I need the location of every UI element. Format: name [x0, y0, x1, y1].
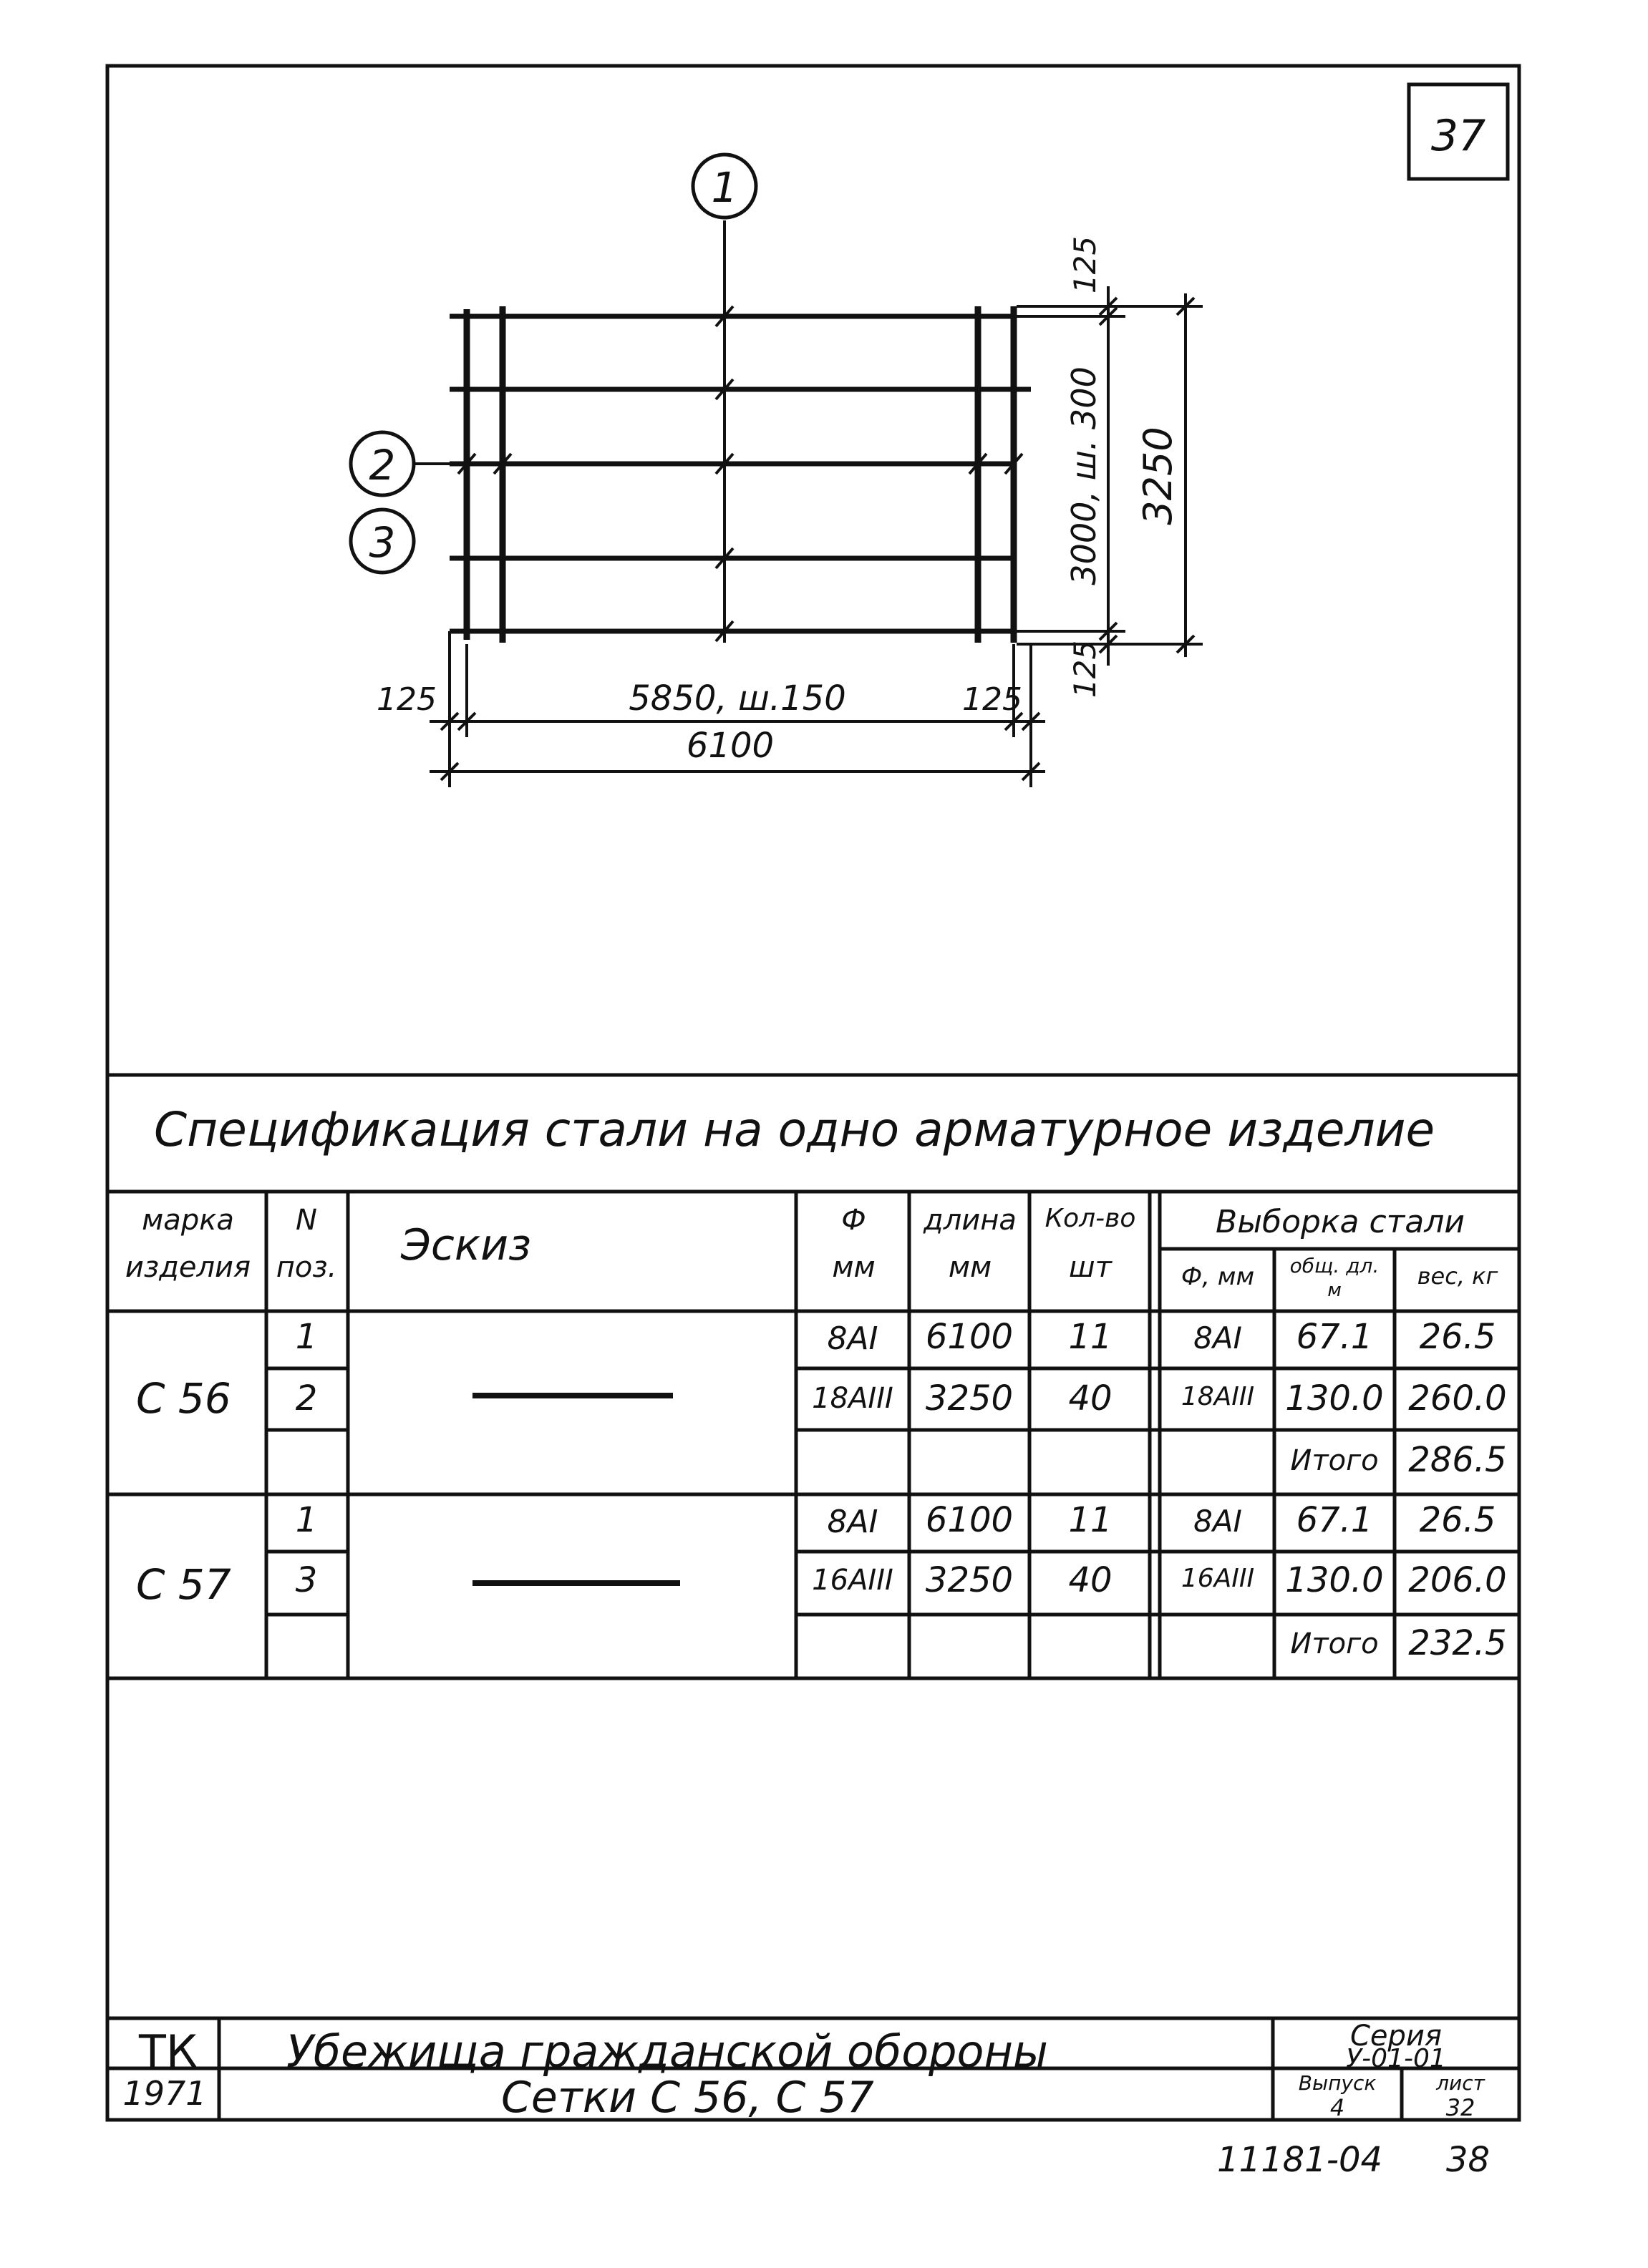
row-qty: 11 — [1068, 1317, 1113, 1357]
row-pos: 3 — [295, 1560, 318, 1600]
header-qty-line1: Кол-во — [1044, 1204, 1136, 1233]
header-length-line2: мм — [948, 1251, 992, 1284]
row-sel-len: 130.0 — [1285, 1560, 1384, 1600]
row-sel-len: 130.0 — [1285, 1378, 1384, 1418]
sheet-value: 32 — [1445, 2094, 1475, 2121]
row-dia: 18AIII — [812, 1382, 893, 1415]
mesh-sketch — [351, 155, 1031, 643]
row-length: 6100 — [925, 1317, 1014, 1357]
title-sheet-title: Сетки С 56, С 57 — [501, 2073, 874, 2123]
callout-2: 2 — [369, 441, 396, 490]
row-length: 6100 — [925, 1500, 1014, 1540]
title-org: ТК — [139, 2025, 198, 2078]
row-qty: 11 — [1068, 1500, 1113, 1540]
row-dia: 16AIII — [812, 1564, 893, 1597]
total-label: Итого — [1290, 1444, 1379, 1477]
sheet-label: лист — [1436, 2071, 1485, 2095]
header-length-line1: длина — [924, 1204, 1017, 1237]
callout-1: 1 — [711, 163, 738, 212]
row-qty: 40 — [1068, 1378, 1113, 1418]
row-sel-weight: 26.5 — [1419, 1317, 1496, 1357]
footer-page: 38 — [1446, 2140, 1491, 2180]
mark-c57: С 57 — [136, 1560, 231, 1609]
dim-bottom-overhang: 125 — [1067, 640, 1102, 699]
total-value: 232.5 — [1408, 1623, 1507, 1663]
spec-title: Спецификация стали на одно арматурное изделие — [154, 1102, 1435, 1157]
row-sel-weight: 260.0 — [1408, 1378, 1507, 1418]
row-qty: 40 — [1068, 1560, 1113, 1600]
series-label: Серия — [1350, 2020, 1442, 2053]
total-value: 286.5 — [1408, 1440, 1507, 1480]
header-pos-line1: N — [296, 1204, 317, 1237]
page-corner-number: 37 — [1430, 111, 1486, 161]
header-dia-line2: мм — [832, 1251, 876, 1284]
row-length: 3250 — [925, 1378, 1014, 1418]
row-dia: 8AI — [827, 1504, 878, 1540]
dim-top-overhang: 125 — [1067, 235, 1102, 294]
row-sel-len: 67.1 — [1296, 1500, 1373, 1540]
dim-inner-height: 3000, ш. 300 — [1065, 366, 1103, 585]
header-qty-line2: шт — [1069, 1251, 1112, 1284]
row-dia: 8AI — [827, 1320, 878, 1357]
header-sel-len-line2: м — [1327, 1280, 1342, 1301]
row-sel-len: 67.1 — [1296, 1317, 1373, 1357]
header-sel-len-line1: общ. дл. — [1289, 1254, 1380, 1277]
row-sel-dia: 16AIII — [1181, 1564, 1255, 1593]
row-pos: 2 — [295, 1378, 318, 1418]
header-sketch: Эскиз — [401, 1220, 532, 1270]
footer-code: 11181-04 — [1217, 2140, 1383, 2180]
dim-inner-width: 5850, ш.150 — [629, 678, 846, 719]
title-project: Убежища гражданской обороны — [286, 2025, 1048, 2078]
header-sel-weight: вес, кг — [1417, 1262, 1498, 1290]
row-sel-dia: 8AI — [1193, 1320, 1242, 1356]
header-sel-dia: Ф, мм — [1181, 1262, 1255, 1291]
row-sel-weight: 26.5 — [1419, 1500, 1496, 1540]
dim-left-overhang: 125 — [377, 681, 437, 718]
row-sel-dia: 18AIII — [1181, 1382, 1255, 1411]
row-length: 3250 — [925, 1560, 1014, 1600]
series-value: У-01-01 — [1346, 2044, 1446, 2073]
title-year: 1971 — [122, 2074, 207, 2113]
mesh-horizontal-bars — [450, 316, 1031, 631]
issue-value: 4 — [1329, 2094, 1345, 2121]
sheet-frame — [107, 66, 1519, 2120]
row-sel-dia: 8AI — [1193, 1504, 1242, 1539]
row-pos: 1 — [295, 1500, 318, 1540]
total-label: Итого — [1290, 1627, 1379, 1660]
issue-label: Выпуск — [1298, 2071, 1377, 2095]
mark-c56: С 56 — [136, 1374, 231, 1423]
row-pos: 1 — [295, 1317, 318, 1357]
mesh-ticks — [458, 306, 1022, 641]
header-selection: Выборка стали — [1216, 1204, 1465, 1240]
header-mark-line2: изделия — [125, 1251, 251, 1284]
callout-3: 3 — [369, 518, 396, 567]
dim-total-height: 3250 — [1135, 427, 1181, 525]
dim-right-overhang: 125 — [962, 681, 1022, 718]
dim-total-width: 6100 — [686, 726, 775, 766]
mesh-vertical-bars — [467, 306, 1014, 643]
header-pos-line2: поз. — [276, 1251, 337, 1284]
header-dia-line1: Ф — [841, 1204, 866, 1237]
header-mark-line1: марка — [142, 1204, 234, 1237]
row-sel-weight: 206.0 — [1408, 1560, 1507, 1600]
